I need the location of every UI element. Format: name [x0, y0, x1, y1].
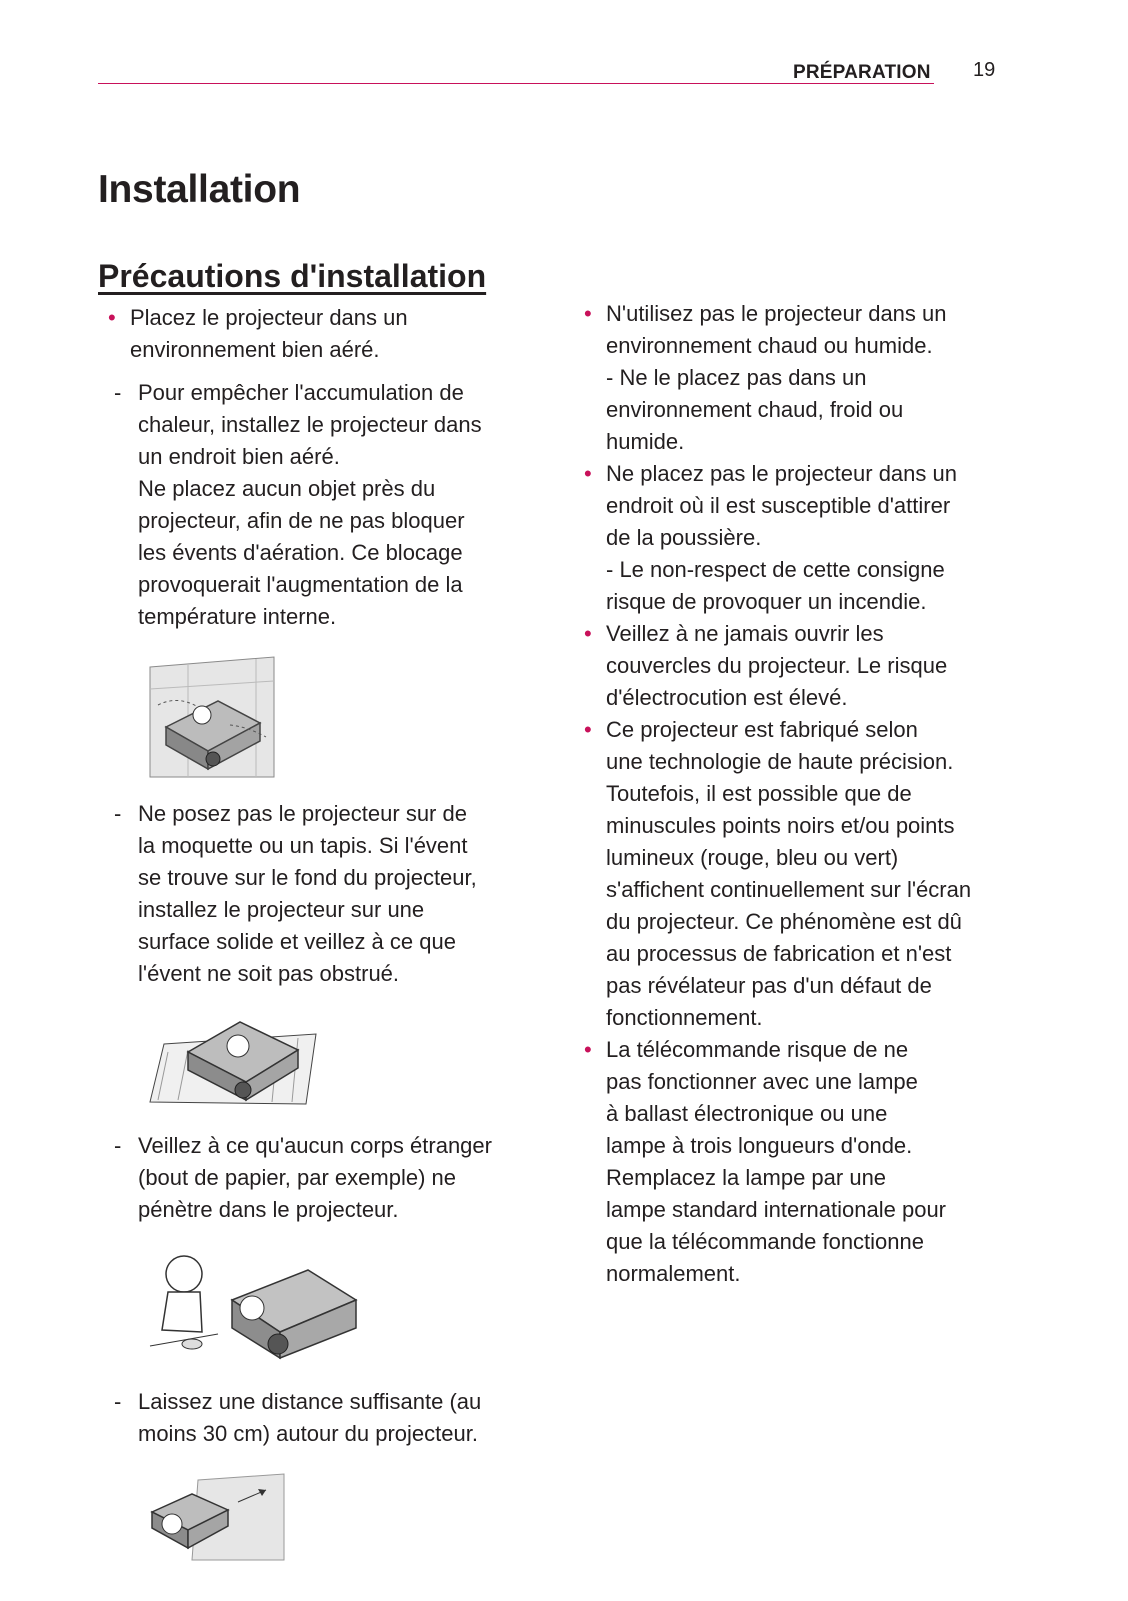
page-title: Installation	[98, 168, 301, 211]
list-item	[584, 298, 1004, 458]
left-column	[108, 302, 528, 1580]
list-item: - Pour empêcher l'accumulation de chaleur, installez le projecteur dans un endroit bien aéré. Ne placez aucun objet près du projecteur, afin de ne pas bloquer les évents d'aération. Ce blocage provoquerait l'augmentation de la température interne.	[108, 377, 528, 633]
list-item: • Veillez à ne jamais ouvrir les couvercles du projecteur. Le risque d'électrocution est élevé.	[584, 618, 1004, 714]
list-item: • La télécommande risque de ne pas fonctionner avec une lampe à ballast électronique ou une lampe à trois longueurs d'onde. Remplacez la lampe par une lampe standard internationale pour que la télécommande fonctionne normalement.	[584, 1034, 1004, 1290]
bullet-subtext: - Ne le placez pas dans un environnement chaud, froid ou humide.	[606, 365, 904, 454]
list-item: - Veillez à ce qu'aucun corps étranger (bout de papier, par exemple) ne pénètre dans le projecteur.	[108, 1130, 528, 1226]
bullet-subtext: - Le non-respect de cette consigne risque de provoquer un incendie.	[606, 557, 945, 614]
section-label: PRÉPARATION	[793, 62, 931, 83]
list-item: - Laissez une distance suffisante (au moins 30 cm) autour du projecteur.	[108, 1386, 528, 1450]
clearance-illustration	[148, 1472, 288, 1562]
ventilation-illustration	[148, 655, 278, 780]
right-column	[584, 298, 1004, 1290]
bullet-text: • N'utilisez pas le projecteur dans un environnement chaud ou humide.	[606, 301, 947, 358]
list-item: • Ce projecteur est fabriqué selon une technologie de haute précision. Toutefois, il est possible que de minuscules points noirs et/ou points lumineux (rouge, bleu ou vert) s'affichent continuellement sur l'écran du projecteur. Ce phénomène est dû au processus de fabrication et n'est pas révélateur pas d'un défaut de fonctionnement.	[584, 714, 1004, 1034]
page-number: 19	[973, 59, 996, 81]
carpet-illustration	[148, 1012, 318, 1112]
intro-bullet: • Placez le projecteur dans un environnement bien aéré.	[108, 302, 528, 366]
foreign-object-illustration	[148, 1248, 358, 1368]
bullet-text: • Ne placez pas le projecteur dans un endroit où il est susceptible d'attirer de la poussière.	[606, 461, 957, 550]
list-item: - Ne posez pas le projecteur sur de la moquette ou un tapis. Si l'évent se trouve sur le fond du projecteur, installez le projecteur sur une surface solide et veillez à ce que l'évent ne soit pas obstrué.	[108, 798, 528, 990]
list-item	[584, 458, 1004, 618]
section-heading: Précautions d'installation	[98, 258, 487, 294]
